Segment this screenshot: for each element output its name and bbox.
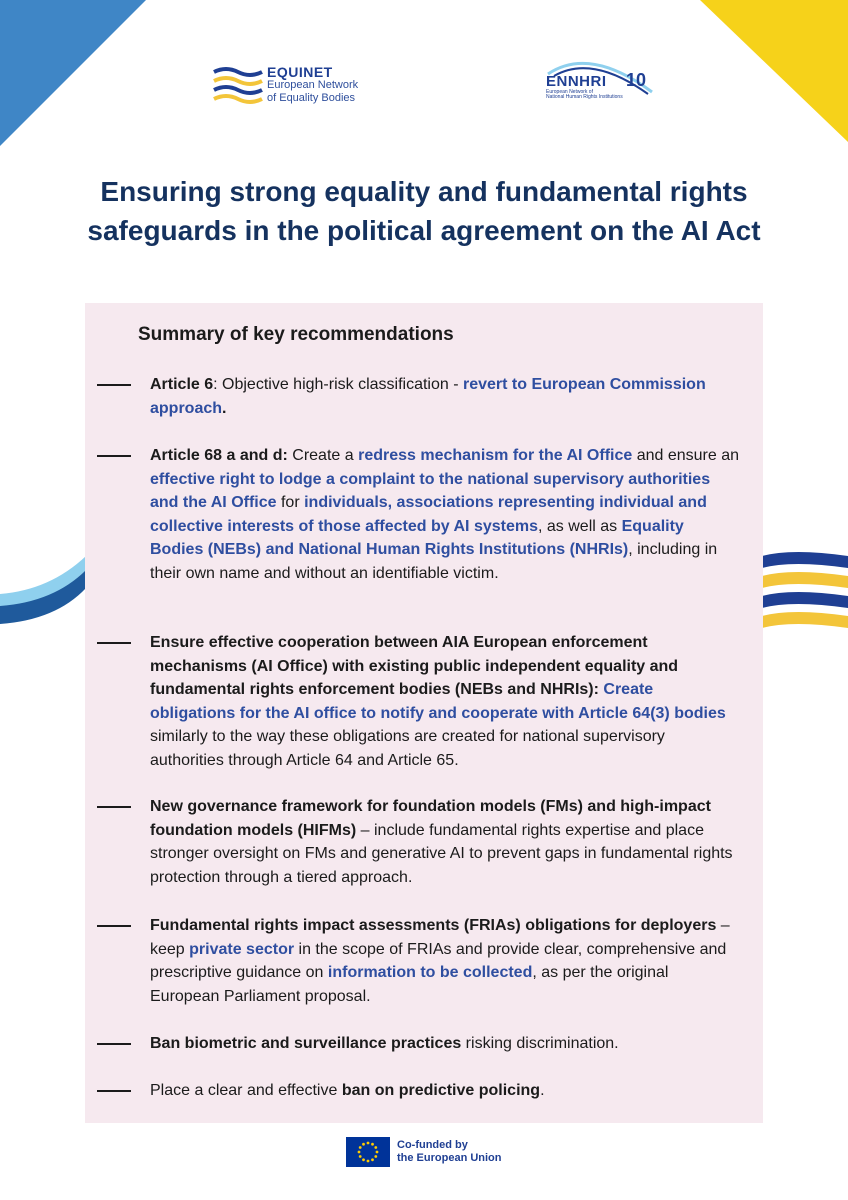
page-title-line-2: safeguards in the political agreement on the AI Act [87, 215, 761, 246]
recommendation-item [150, 914, 740, 1008]
recommendation-text-segment: New governance framework for foundation models (FMs) and high-impact foundation models (HIFMs) [150, 798, 711, 839]
recommendation-text-segment: , as well as [538, 517, 622, 535]
equinet-subtitle-1: European Network [267, 79, 359, 91]
recommendation-text-segment: – include fundamental rights expertise and place stronger oversight on FMs and generative AI to prevent gaps in fundamental rights protection through a tiered approach. [150, 821, 733, 886]
equinet-subtitle-2: of Equality Bodies [267, 92, 356, 104]
page-title [60, 172, 788, 250]
recommendation-text-segment: Article 68 a and d: [150, 447, 288, 464]
recommendation-text-segment: , including in their own name and without an identifiable victim. [150, 541, 718, 582]
equinet-name: EQUINET [267, 64, 333, 80]
recommendation-text-segment: : Objective high-risk classification - [213, 376, 463, 393]
recommendation-item [150, 444, 740, 585]
decorative-waves-left [0, 548, 86, 628]
recommendation-item [150, 631, 740, 772]
recommendation-text-segment: Equality Bodies (NEBs) and National Human Rights Institutions (NHRIs) [150, 517, 684, 558]
recommendation-text-segment: risking discrimination. [461, 1035, 619, 1052]
ennhri-logo [540, 54, 660, 100]
dash-bullet [97, 455, 131, 457]
recommendation-text-segment: . [222, 399, 227, 417]
recommendation-text-segment: . [540, 1082, 545, 1099]
dash-bullet [97, 384, 131, 386]
page-title-line-1: Ensuring strong equality and fundamental rights [100, 176, 748, 207]
decorative-waves-right [762, 548, 848, 638]
equinet-logo [212, 60, 362, 110]
eu-cofunded-line-2: the European Union [397, 1152, 502, 1164]
dash-bullet [97, 806, 131, 808]
recommendation-text-segment: and ensure an [632, 447, 740, 464]
ennhri-anniversary: 10 [626, 70, 647, 90]
recommendation-item [150, 1079, 740, 1103]
ennhri-subtitle-2: National Human Rights Institutions [546, 94, 623, 100]
ennhri-name: ENNHRI [546, 73, 607, 90]
recommendation-text-segment: private sector [189, 940, 295, 958]
dash-bullet [97, 642, 131, 644]
ennhri-subtitle-1: European Network of [546, 89, 593, 95]
eu-flag-icon [346, 1137, 390, 1167]
recommendation-text-segment: similarly to the way these obligations are created for national supervisory authorities through Article 64 and Article 65. [150, 728, 665, 769]
recommendation-item [150, 795, 740, 889]
dash-bullet [97, 925, 131, 927]
corner-triangle-yellow [700, 0, 848, 142]
recommendation-text-segment: information to be collected [327, 964, 533, 981]
recommendation-text-segment: ban on predictive policing [341, 1082, 541, 1099]
summary-panel [85, 303, 763, 1123]
recommendation-text-segment: effective right to lodge a complaint to the national supervisory authorities and the AI Office [150, 470, 711, 511]
corner-triangle-blue [0, 0, 146, 146]
recommendation-text-segment: Ensure effective cooperation between AIA European enforcement mechanisms (AI Office) with existing public independent equality and fundamental rights enforcement bodies (NEBs and NHRIs): [150, 634, 679, 698]
recommendation-text-segment: individuals, associations representing individual and collective interests of those affected by AI systems [150, 494, 707, 535]
recommendation-text-segment: in the scope of FRIAs and provide clear, comprehensive and prescriptive guidance on [150, 940, 727, 981]
eu-cofunded-line-1: Co-funded by [397, 1139, 468, 1151]
summary-heading: Summary of key recommendations [138, 324, 454, 345]
recommendation-text-segment: redress mechanism for the AI Office [358, 447, 633, 464]
eu-cofunded-logo [346, 1137, 506, 1169]
recommendation-text-segment: Place a clear and effective [150, 1082, 342, 1099]
recommendation-text-segment: – keep [150, 917, 730, 958]
recommendation-text-segment: Article 6 [150, 376, 214, 393]
recommendation-text-segment: Create a [287, 447, 359, 464]
recommendation-text-segment: Create obligations for the AI office to notify and cooperate with Article 64(3) bodies [150, 681, 726, 722]
dash-bullet [97, 1090, 131, 1092]
equinet-waves-icon [212, 66, 264, 106]
dash-bullet [97, 1043, 131, 1045]
recommendation-text-segment: Ban biometric and surveillance practices [150, 1035, 462, 1052]
eu-stars-icon [346, 1137, 390, 1167]
recommendation-text-segment: for [276, 494, 305, 511]
recommendation-text-segment: Fundamental rights impact assessments (FRIAs) obligations for deployers [150, 917, 717, 934]
recommendation-text-segment: revert to European Commission approach [150, 376, 706, 417]
recommendation-item [150, 1032, 740, 1056]
recommendation-item [150, 373, 740, 420]
recommendation-text-segment: , as per the original European Parliament proposal. [150, 964, 669, 1005]
